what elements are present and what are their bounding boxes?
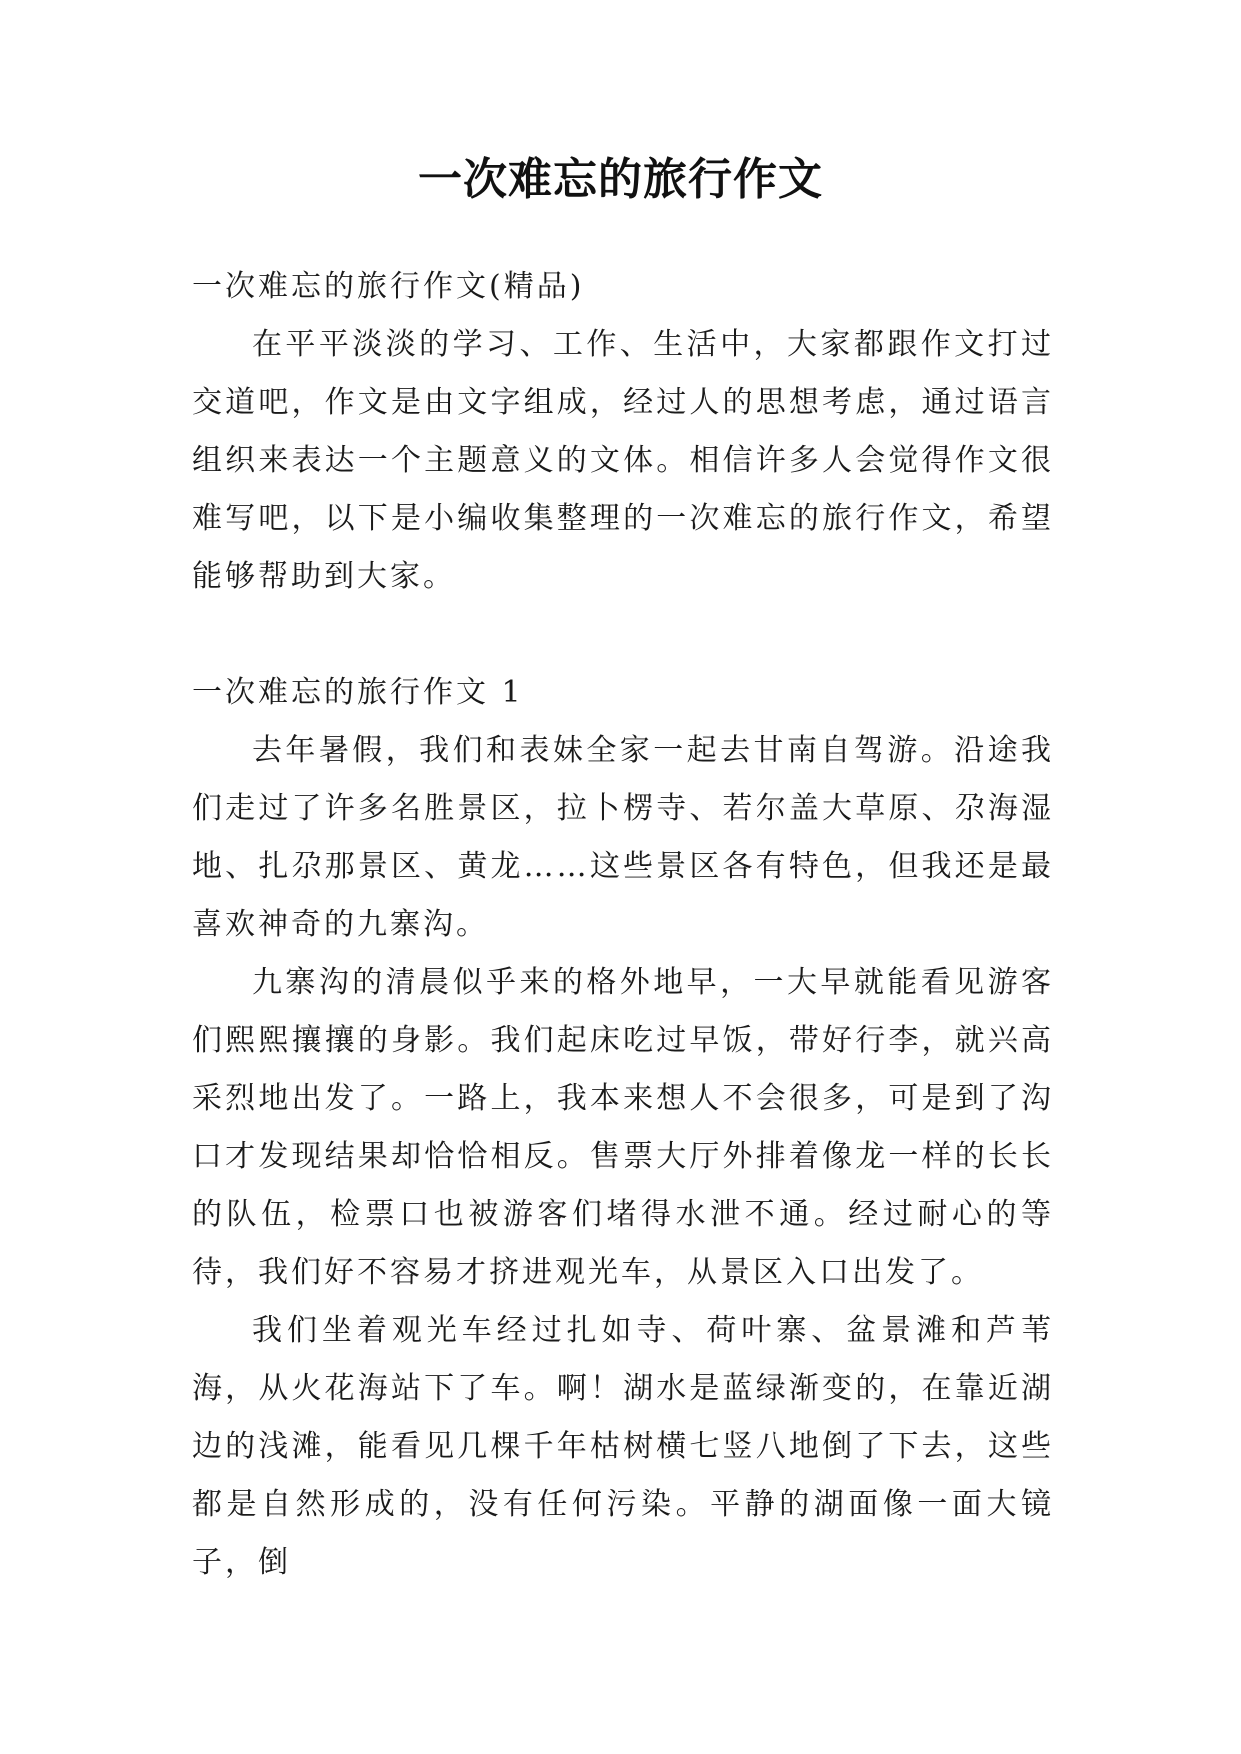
essay1-paragraph: 去年暑假，我们和表妹全家一起去甘南自驾游。沿途我们走过了许多名胜景区，拉卜楞寺、若尔盖大草原、尕海湿地、扎尕那景区、黄龙……这些景区各有特色，但我还是最喜欢神奇的九寨沟。 (192, 733, 1054, 942)
essay1-paragraph: 我们坐着观光车经过扎如寺、荷叶寨、盆景滩和芦苇海，从火花海站下了车。啊！湖水是蓝绿渐变的，在靠近湖边的浅滩，能看见几棵千年枯树横七竖八地倒了下去，这些都是自然形成的，没有任何污染。平静的湖面像一面大镜子，倒 (192, 1313, 1054, 1580)
essay1-heading: 一次难忘的旅行作文 1 (192, 675, 524, 710)
essay1-paragraph: 九寨沟的清晨似乎来的格外地早，一大早就能看见游客们熙熙攘攘的身影。我们起床吃过早饭，带好行李，就兴高采烈地出发了。一路上，我本来想人不会很多，可是到了沟口才发现结果却恰恰相反。售票大厅外排着像龙一样的长长的队伍，检票口也被游客们堵得水泄不通。经过耐心的等待，我们好不容易才挤进观光车，从景区入口出发了。 (192, 965, 1054, 1290)
document-title: 一次难忘的旅行作文 (418, 154, 823, 205)
document-body (192, 258, 1054, 1592)
intro-heading: 一次难忘的旅行作文(精品) (192, 269, 585, 304)
intro-paragraph: 在平平淡淡的学习、工作、生活中，大家都跟作文打过交道吧，作文是由文字组成，经过人的思想考虑，通过语言组织来表达一个主题意义的文体。相信许多人会觉得作文很难写吧，以下是小编收集整理的一次难忘的旅行作文，希望能够帮助到大家。 (192, 327, 1054, 594)
section-spacer (192, 606, 1054, 664)
